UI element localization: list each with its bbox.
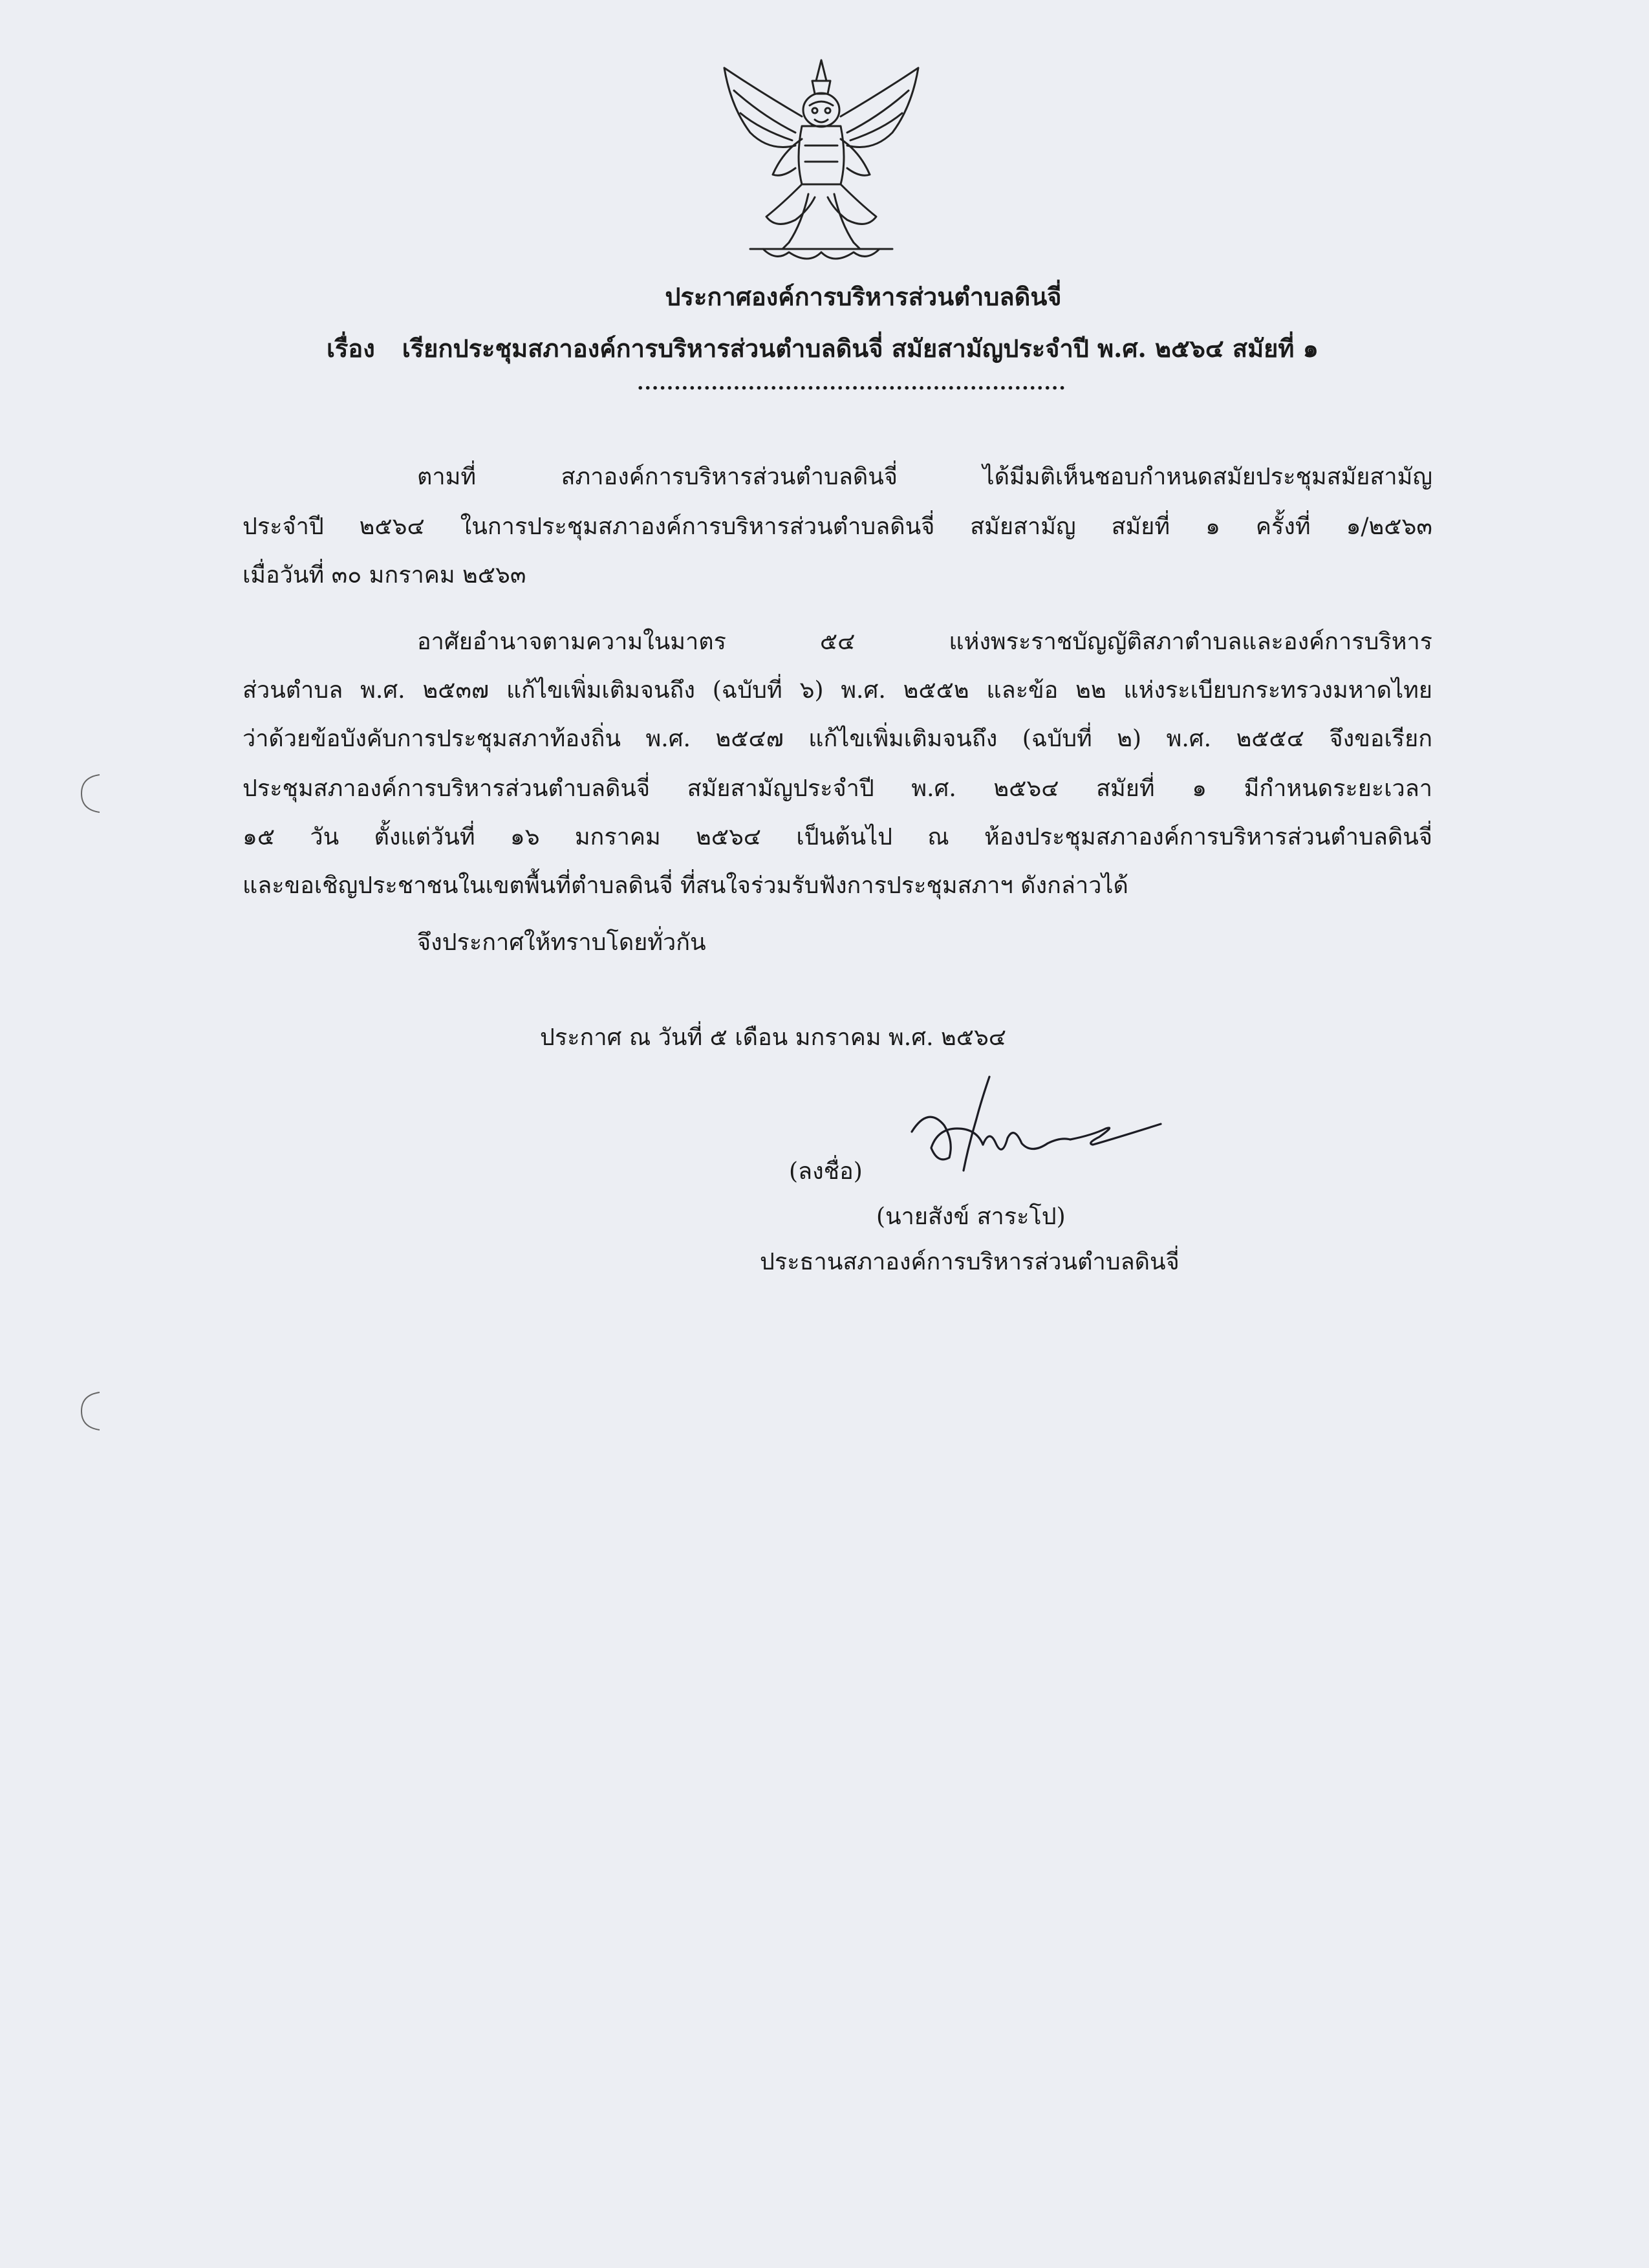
para2-line-5: ๑๕ วัน ตั้งแต่วันที่ ๑๖ มกราคม ๒๕๖๔ เป็นต้นไป ณ ห้องประชุมสภาองค์การบริหารส่วนตำบลดินจี่ [242,824,1432,850]
para2-line-6: และขอเชิญประชาชนในเขตพื้นที่ตำบลดินจี่ ที่สนใจร่วมรับฟังการประชุมสภาฯ ดังกล่าวได้ [242,872,1128,899]
para2-line-3: ว่าด้วยข้อบังคับการประชุมสภาท้องถิ่น พ.ศ. ๒๕๔๗ แก้ไขเพิ่มเติมจนถึง (ฉบับที่ ๒) พ.ศ. ๒๕๕๔ จึงขอเรียก [242,726,1432,752]
handwritten-signature [892,1067,1164,1196]
announcement-date: ประกาศ ณ วันที่ ๕ เดือน มกราคม พ.ศ. ๒๕๖๔ [540,1024,1007,1051]
subject-text: เรียกประชุมสภาองค์การบริหารส่วนตำบลดินจี่ สมัยสามัญประจำปี พ.ศ. ๒๕๖๔ สมัยที่ ๑ [402,334,1319,363]
para2-line-2: ส่วนตำบล พ.ศ. ๒๕๓๗ แก้ไขเพิ่มเติมจนถึง (ฉบับที่ ๖) พ.ศ. ๒๕๕๒ และข้อ ๒๒ แห่งระเบียบกระทรวงมหาดไทย [242,677,1432,704]
subject-line [327,329,1319,368]
para1-line-1: ตามที่ สภาองค์การบริหารส่วนตำบลดินจี่ ได้มีมติเห็นชอบกำหนดสมัยประชุมสมัยสามัญ [417,464,1432,490]
punch-hole-mark [76,771,113,816]
subject-label: เรื่อง [327,334,375,363]
garuda-emblem-icon [711,55,931,268]
closing-text: จึงประกาศให้ทราบโดยทั่วกัน [417,929,706,956]
document-title: ประกาศองค์การบริหารส่วนตำบลดินจี่ [665,282,1062,311]
para2-line-4: ประชุมสภาองค์การบริหารส่วนตำบลดินจี่ สมัยสามัญประจำปี พ.ศ. ๒๕๖๔ สมัยที่ ๑ มีกำหนดระยะเวลา [242,775,1432,802]
signer-position: ประธานสภาองค์การบริหารส่วนตำบลดินจี่ [760,1249,1180,1275]
sign-label: (ลงชื่อ) [789,1158,863,1185]
signer-name: (นายสังข์ สาระโป) [876,1204,1066,1230]
title-separator: .......................................................... [637,372,1066,394]
para1-line-2: ประจำปี ๒๕๖๔ ในการประชุมสภาองค์การบริหารส่วนตำบลดินจี่ สมัยสามัญ สมัยที่ ๑ ครั้งที่ ๑/๒๕๖๓ [242,513,1432,540]
para2-line-1: อาศัยอำนาจตามความในมาตร ๕๔ แห่งพระราชบัญญัติสภาตำบลและองค์การบริหาร [417,629,1432,655]
para1-line-3: เมื่อวันที่ ๓๐ มกราคม ๒๕๖๓ [242,562,526,589]
punch-hole-mark [76,1388,113,1434]
